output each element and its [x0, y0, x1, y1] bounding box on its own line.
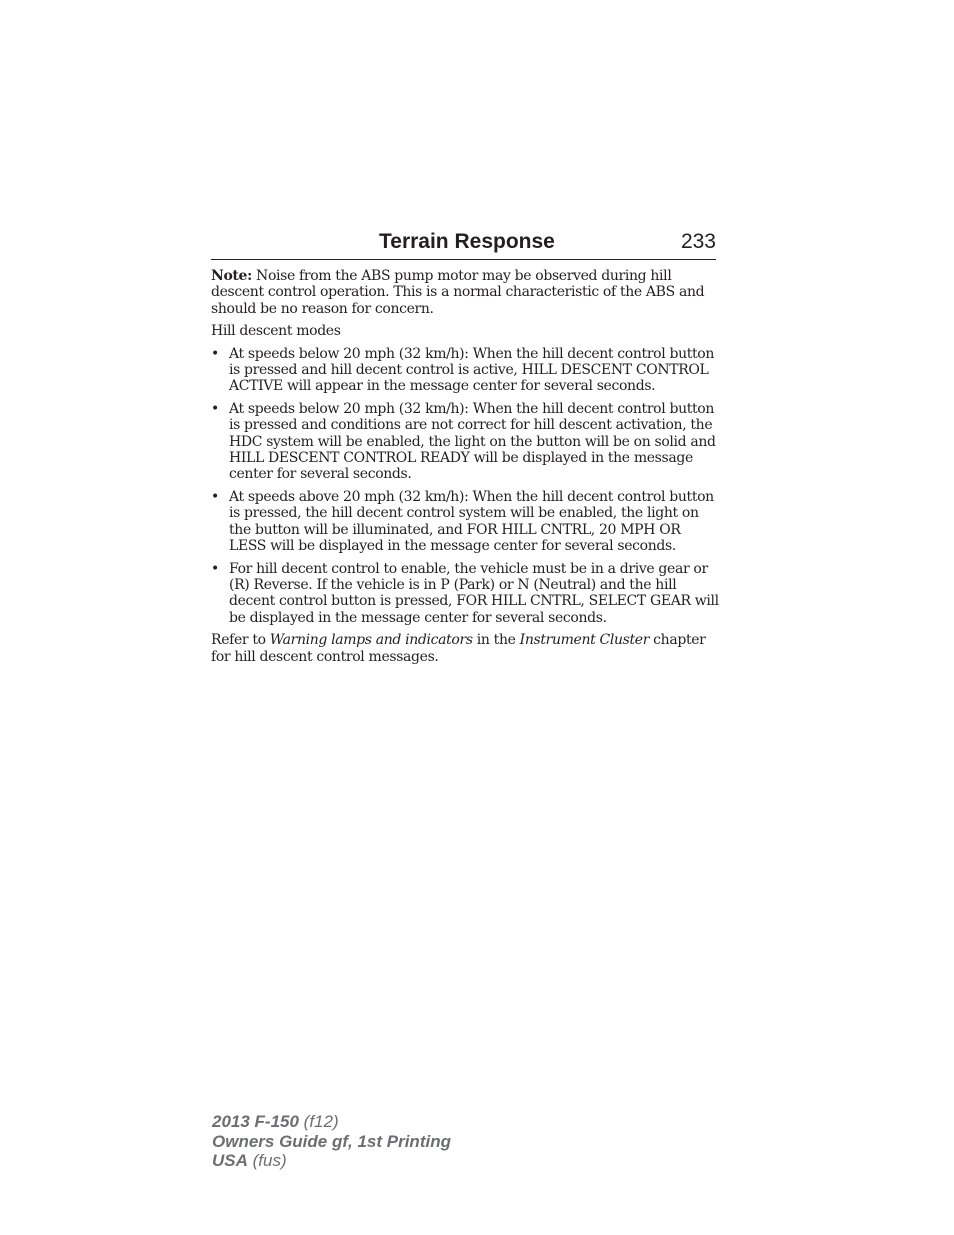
- footer-line-3: [212, 1151, 451, 1171]
- list-item-text: At speeds below 20 mph (32 km/h): When the hill decent control button is pressed and conditions are not correct for hill descent activation, the HDC system will be enabled, the light on the button will be on solid and HILL DESCENT CONTROL READY will be displayed in the message center for several seconds.: [229, 400, 716, 483]
- footer-market-code: (fus): [247, 1151, 287, 1170]
- bullet-icon: •: [211, 560, 219, 577]
- list-item: [211, 561, 721, 627]
- footer-market: USA: [212, 1151, 248, 1170]
- refer-suffix: chapter for hill descent control messages.: [211, 632, 706, 665]
- list-item-text: For hill decent control to enable, the vehicle must be in a drive gear or (R) Reverse. If the vehicle is in P (Park) or N (Neutral) and the hill decent control button is pressed, FOR HILL CNTRL, SELECT GEAR will be displayed in the message center for several seconds.: [229, 560, 719, 626]
- footer-model: 2013 F-150: [212, 1112, 299, 1131]
- modes-list: [211, 346, 721, 627]
- list-item: [211, 346, 721, 395]
- page-footer: [212, 1112, 451, 1171]
- footer-model-code: (f12): [298, 1112, 339, 1131]
- footer-line-1: [212, 1112, 451, 1132]
- refer-middle: in the: [472, 632, 520, 649]
- page-body: [211, 268, 721, 671]
- instrument-cluster-reference: Instrument Cluster: [519, 632, 650, 649]
- page-header: [211, 229, 716, 260]
- footer-line-2: [212, 1132, 451, 1152]
- list-item: [211, 489, 721, 555]
- modes-heading: Hill descent modes: [211, 323, 341, 340]
- note-label: Note:: [211, 268, 252, 284]
- page-number: 233: [680, 230, 716, 253]
- bullet-icon: •: [211, 400, 219, 417]
- bullet-icon: •: [211, 345, 219, 362]
- list-item-text: At speeds below 20 mph (32 km/h): When the hill decent control button is pressed and hill decent control is active, HILL DESCENT CONTROL ACTIVE will appear in the message center for several seconds.: [229, 345, 715, 395]
- footer-edition: Owners Guide gf, 1st Printing: [212, 1131, 451, 1151]
- refer-prefix: Refer to: [211, 632, 270, 649]
- list-item-text: At speeds above 20 mph (32 km/h): When the hill decent control button is pressed, the hill decent control system will be enabled, the light on the button will be illuminated, and FOR HILL CNTRL, 20 MPH OR LESS will be displayed in the message center for several seconds.: [229, 488, 714, 555]
- note-paragraph: [211, 268, 721, 317]
- section-title: Terrain Response: [379, 230, 555, 253]
- note-text: Noise from the ABS pump motor may be observed during hill descent control operation. This is a normal characteristic of the ABS and should be no reason for concern.: [211, 268, 705, 317]
- list-item: [211, 401, 721, 483]
- bullet-icon: •: [211, 488, 219, 505]
- warning-lamps-reference: Warning lamps and indicators: [269, 632, 473, 649]
- refer-paragraph: [211, 632, 721, 665]
